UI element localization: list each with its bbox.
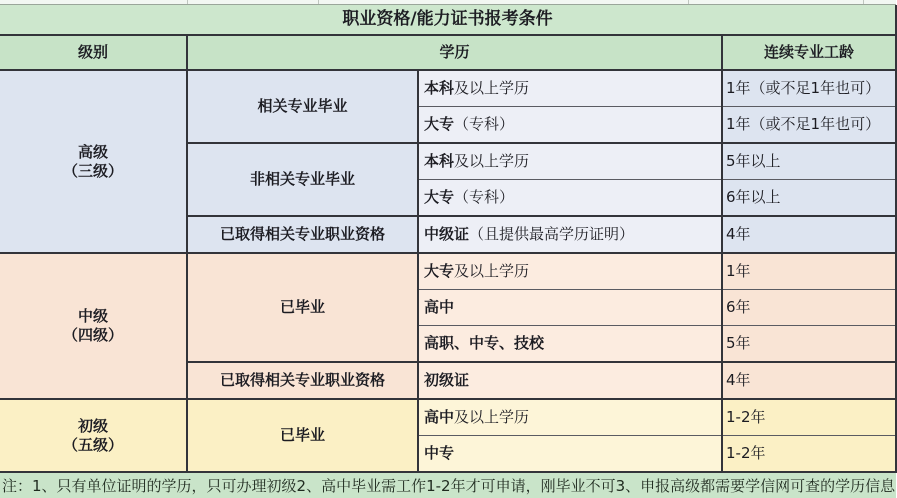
group-cell: 已取得相关专业职业资格 [187, 362, 418, 399]
education-cell: 高职、中专、技校 [418, 326, 722, 363]
spreadsheet-grid-strip [0, 0, 896, 5]
group-cell: 已取得相关专业职业资格 [187, 216, 418, 253]
table-title: 职业资格/能力证书报考条件 [0, 5, 896, 35]
experience-cell: 5年以上 [722, 143, 896, 180]
education-cell: 中专 [418, 436, 722, 473]
footnote: 注：1、只有单位证明的学历，只可办理初级2、高中毕业需工作1-2年才可申请，刚毕业不可3、申报高级都需要学信网可查的学历信息 [0, 473, 896, 498]
table-row [0, 253, 896, 290]
education-cell: 中级证（且提供最高学历证明） [418, 216, 722, 253]
education-cell: 本科及以上学历 [418, 143, 722, 180]
title-row [0, 5, 896, 35]
education-cell: 大专（专科） [418, 107, 722, 144]
group-cell: 相关专业毕业 [187, 70, 418, 143]
group-cell: 非相关专业毕业 [187, 143, 418, 216]
grid-tick [688, 0, 689, 4]
education-cell: 高中 [418, 290, 722, 326]
group-cell: 已毕业 [187, 253, 418, 362]
education-cell: 本科及以上学历 [418, 70, 722, 107]
experience-cell: 1-2年 [722, 399, 896, 436]
qualification-table [0, 5, 897, 473]
experience-cell: 1年（或不足1年也可） [722, 107, 896, 144]
level-cell-senior: 高级 （三级） [0, 70, 187, 253]
grid-tick [187, 0, 188, 4]
col-header-level: 级别 [0, 35, 187, 70]
education-cell: 初级证 [418, 362, 722, 399]
education-cell: 高中及以上学历 [418, 399, 722, 436]
education-cell: 大专（专科） [418, 180, 722, 217]
table-row [0, 399, 896, 436]
table-row [0, 70, 896, 107]
experience-cell: 1年 [722, 253, 896, 290]
grid-tick [318, 0, 319, 4]
col-header-education: 学历 [187, 35, 722, 70]
grid-tick [863, 0, 864, 4]
experience-cell: 5年 [722, 326, 896, 363]
level-cell-intermediate: 中级 （四级） [0, 253, 187, 399]
experience-cell: 1-2年 [722, 436, 896, 473]
header-row [0, 35, 896, 70]
education-cell: 大专及以上学历 [418, 253, 722, 290]
level-cell-junior: 初级 （五级） [0, 399, 187, 472]
experience-cell: 6年以上 [722, 180, 896, 217]
group-cell: 已毕业 [187, 399, 418, 472]
experience-cell: 4年 [722, 216, 896, 253]
experience-cell: 4年 [722, 362, 896, 399]
experience-cell: 1年（或不足1年也可） [722, 70, 896, 107]
experience-cell: 6年 [722, 290, 896, 326]
col-header-experience: 连续专业工龄 [722, 35, 896, 70]
